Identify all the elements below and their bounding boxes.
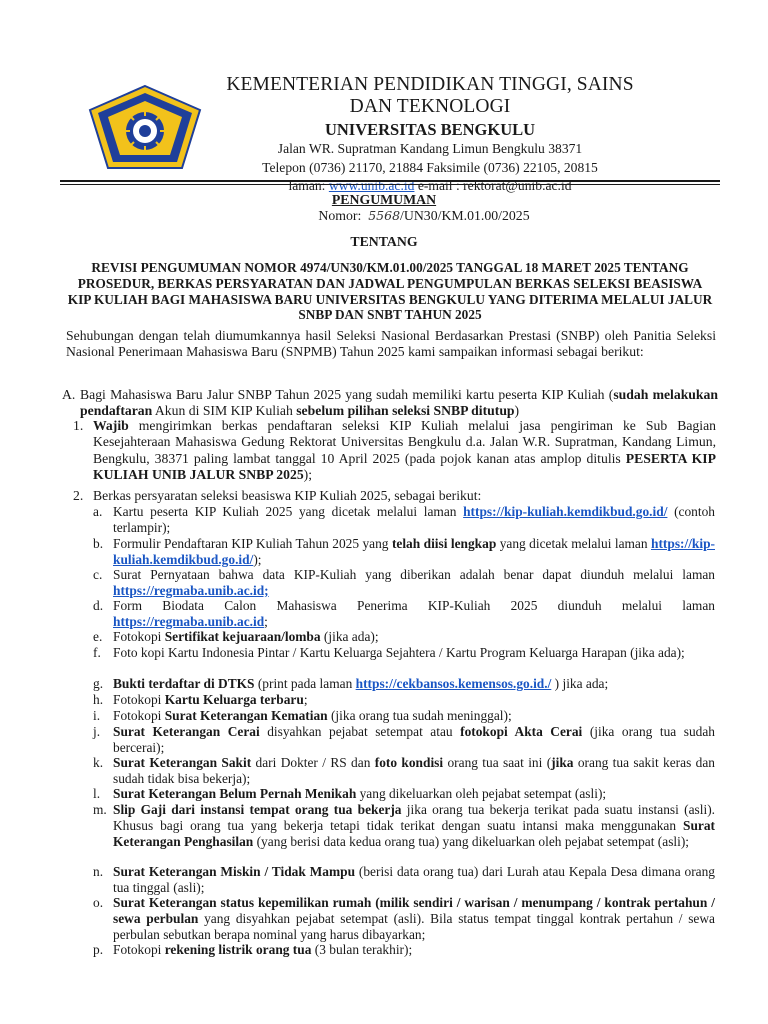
list-item-d	[93, 598, 715, 630]
text-part: yang disyahkan pejabat setempat (asli). Bila status tempat tinggal kontrak pertahun / sewa perbulan sebutkan berapa nominal yang harus dibayarkan;	[113, 910, 715, 942]
list-item-b	[93, 536, 715, 568]
list-text	[113, 676, 715, 692]
list-letter: a.	[93, 504, 103, 519]
list-letter: j.	[93, 724, 101, 739]
item-2	[73, 488, 716, 504]
letterhead	[210, 74, 650, 195]
text-part: (jika orang tua sudah meninggal);	[327, 708, 512, 723]
text-part: );	[253, 551, 262, 567]
list-letter: e.	[93, 629, 103, 644]
bold-part: Kartu Keluarga terbaru	[164, 692, 304, 707]
bold-part: Surat Keterangan status kepemilikan rumah (milik sendiri / warisan / menumpang / kontrak pertahun / sewa perbulan	[113, 895, 715, 926]
list-text	[113, 504, 715, 536]
bold-part: Surat Keterangan Belum Pernah Menikah	[113, 786, 357, 801]
list-letter: d.	[93, 598, 104, 613]
section-a-bold-2: sebelum pilihan seleksi SNBP ditutup	[296, 403, 515, 419]
list-item-n	[93, 864, 715, 896]
list-item-o	[93, 895, 715, 942]
announcement-label: PENGUMUMAN	[331, 192, 437, 207]
list-letter: l.	[93, 786, 101, 801]
text-part: jika orang tua bekerja terikat pada suatu instansi (asli). Khusus bagi orang tua yang bekerja tetapi tidak terikat dengan suatu intansi maka menggunakan	[113, 802, 715, 833]
text-part: (jika orang tua sudah bercerai);	[113, 724, 715, 755]
section-a-bold-1: sudah melakukan pendaftaran	[80, 387, 718, 419]
number-label: Nomor:	[318, 208, 362, 223]
regmaba-link[interactable]: https://regmaba.unib.ac.id	[113, 613, 265, 629]
list-text	[113, 802, 715, 849]
list-item-m	[93, 802, 715, 849]
bold-part: foto kondisi	[374, 755, 444, 770]
bold-part: rekening listrik orang tua	[164, 942, 312, 957]
list-item-c	[93, 567, 715, 599]
kip-kuliah-link[interactable]: https://kip-kuliah.kemdikbud.go.id/	[463, 504, 668, 519]
list-letter: g.	[93, 676, 104, 691]
section-a-label: A.	[62, 387, 76, 402]
text-part: (berisi data orang tua) dari Lurah atau Kepala Desa dimana orang tua tinggal (asli);	[113, 864, 715, 895]
list-item-i	[93, 708, 715, 724]
list-text	[113, 755, 715, 787]
list-item-f	[93, 645, 715, 661]
item-1-text-2: );	[303, 467, 313, 483]
list-text	[113, 536, 715, 568]
text-part: orang tua saat ini (	[443, 755, 552, 770]
bold-part: Surat Keterangan Sakit	[113, 755, 252, 770]
address-line: Jalan WR. Supratman Kandang Limun Bengkulu 38371	[277, 141, 583, 157]
web-link[interactable]: www.unib.ac.id	[328, 178, 415, 194]
list-item-p	[93, 942, 715, 958]
letterhead-rule-thin	[60, 184, 720, 185]
section-a-text-2: Akun di SIM KIP Kuliah	[152, 403, 297, 419]
university-logo	[86, 84, 204, 170]
section-a-text-1: Bagi Mahasiswa Baru Jalur SNBP Tahun 2025 yang sudah memiliki kartu peserta KIP Kuliah (	[80, 387, 614, 402]
list-text	[113, 724, 715, 756]
bold-part: Surat Keterangan Miskin / Tidak Mampu	[113, 864, 356, 879]
list-letter: c.	[93, 567, 103, 582]
text-part: Fotokopi	[113, 692, 165, 707]
text-part: (yang berisi data kedua orang tua) yang dikeluarkan oleh pejabat setempat (asli);	[253, 833, 690, 849]
bold-part: Surat Keterangan Cerai	[113, 724, 260, 739]
text-part: orang tua sakit keras dan sudah tidak bisa bekerja);	[113, 755, 715, 786]
text-part: Fotokopi	[113, 708, 165, 723]
list-text: Foto kopi Kartu Indonesia Pintar / Kartu Keluarga Sejahtera / Kartu Program Keluarga Harapan (jika ada);	[113, 645, 685, 660]
text-part: dari Dokter / RS dan	[251, 755, 375, 770]
bold-part: jika	[551, 755, 574, 770]
number-handwritten: 5568	[368, 208, 401, 223]
list-item-h	[93, 692, 715, 708]
list-text	[113, 629, 715, 645]
text-part: Formulir Pendaftaran KIP Kuliah Tahun 2025 yang	[113, 536, 392, 551]
list-text	[113, 692, 715, 708]
text-part: (contoh terlampir);	[113, 504, 715, 535]
item-1-number: 1.	[73, 418, 84, 433]
kip-kuliah-link[interactable]: https://kip-kuliah.kemdikbud.go.id/	[113, 536, 715, 567]
list-letter: o.	[93, 895, 104, 910]
about-heading: TENTANG	[350, 234, 418, 249]
cekbansos-link[interactable]: https://cekbansos.kemensos.go.id./	[355, 676, 552, 691]
list-item-k	[93, 755, 715, 787]
list-letter: i.	[93, 708, 101, 723]
ministry-line-2: DAN TEKNOLOGI	[349, 95, 511, 117]
email-text: e-mail : rektorat@unib.ac.id	[417, 178, 572, 194]
text-part: ) jika ada;	[551, 676, 609, 691]
text-part: Fotokopi	[113, 942, 165, 957]
item-1-text-1: mengirimkan berkas pendaftaran seleksi KIP Kuliah melalui jasa pengiriman ke Sub Bagian Kesejahteraan Mahasiswa Gedung Rektorat Universitas Bengkulu d.a. Jalan W.R. Supratman, Kandang Limun, Bengkulu, 38371 paling lambat tanggal 10 April 2025 (pada pojok kanan atas amplop ditulis	[93, 418, 716, 466]
text-part: disyahkan pejabat setempat atau	[259, 724, 461, 739]
ministry-line-1: KEMENTERIAN PENDIDIKAN TINGGI, SAINS	[226, 74, 634, 95]
list-text	[113, 708, 715, 724]
regmaba-link[interactable]: https://regmaba.unib.ac.id;	[113, 582, 269, 598]
text-part: Fotokopi	[113, 629, 165, 644]
list-letter: p.	[93, 942, 104, 957]
list-text	[113, 567, 715, 599]
item-2-text: Berkas persyaratan seleksi beasiswa KIP Kuliah 2025, sebagai berikut:	[93, 488, 482, 503]
list-letter: b.	[93, 536, 104, 551]
list-item-e	[93, 629, 715, 645]
text-part: (jika ada);	[320, 629, 379, 644]
text-part: ;	[264, 613, 268, 629]
bold-part: telah diisi lengkap	[391, 536, 497, 551]
list-text	[113, 942, 715, 958]
list-letter: f.	[93, 645, 101, 660]
bold-part: Surat Keterangan Kematian	[164, 708, 328, 723]
list-letter: n.	[93, 864, 104, 879]
list-text	[113, 864, 715, 896]
text-part: Surat Pernyataan bahwa data KIP-Kuliah yang diberikan adalah benar dapat diunduh melalui laman	[113, 567, 715, 582]
section-a	[62, 387, 718, 420]
item-1-text	[93, 418, 716, 484]
text-part: (print pada laman	[254, 676, 356, 691]
bold-part: Sertifikat kejuaraan/lomba	[164, 629, 321, 644]
item-1-bold-1: Wajib	[93, 418, 129, 433]
text-part: Form Biodata Calon Mahasiswa Penerima KIP-Kuliah 2025 diunduh melalui laman	[113, 598, 715, 613]
list-text	[113, 598, 715, 630]
section-a-text-3: )	[514, 403, 520, 419]
list-text	[113, 895, 715, 942]
item-2-number: 2.	[73, 488, 84, 503]
text-part: ;	[303, 692, 308, 707]
item-1	[73, 418, 716, 484]
bold-part: Surat Keterangan Penghasilan	[113, 817, 715, 849]
list-item-g	[93, 676, 715, 692]
section-a-text	[80, 387, 718, 420]
text-part: (3 bulan terakhir);	[311, 942, 413, 957]
bold-part: fotokopi Akta Cerai	[460, 724, 583, 739]
text-part: Kartu peserta KIP Kuliah 2025 yang dicetak melalui laman	[113, 504, 464, 519]
announcement-heading	[0, 192, 768, 208]
university-name: UNIVERSITAS BENGKULU	[324, 119, 536, 139]
list-item-l	[93, 786, 715, 802]
item-1-bold-2: PESERTA KIP KULIAH UNIB JALUR SNBP 2025	[93, 450, 716, 483]
phone-line: Telepon (0736) 21170, 21884 Faksimile (0736) 22105, 20815	[262, 159, 598, 175]
list-letter: m.	[93, 802, 107, 817]
list-text	[113, 786, 715, 802]
text-part: yang dicetak melalui laman	[496, 536, 651, 551]
list-item-j	[93, 724, 715, 756]
list-item-a	[93, 504, 715, 536]
web-label: laman:	[288, 178, 326, 194]
intro-paragraph: Sehubungan dengan telah diumumkannya hasil Seleksi Nasional Berdasarkan Prestasi (SNBP) oleh Panitia Seleksi Nasional Penerimaan Mahasiswa Baru (SNPMB) Tahun 2025 kami sampaikan informasi sebagai berikut:	[66, 328, 716, 360]
document-number	[0, 208, 768, 224]
list-letter: k.	[93, 755, 104, 770]
number-rest: /UN30/KM.01.00/2025	[400, 208, 530, 223]
text-part: yang dikeluarkan oleh pejabat setempat (asli);	[356, 786, 607, 801]
revision-title: REVISI PENGUMUMAN NOMOR 4974/UN30/KM.01.00/2025 TANGGAL 18 MARET 2025 TENTANG PROSEDUR, BERKAS PERSYARATAN DAN JADWAL PENGUMPULAN BERKAS SELEKSI BEASISWA KIP KULIAH BAGI MAHASISWA BARU UNIVERSITAS BENGKULU YANG DITERIMA MELALUI JALUR SNBP DAN SNBT TAHUN 2025	[67, 260, 713, 323]
letterhead-rule-thick	[60, 180, 720, 182]
bold-part: Bukti terdaftar di DTKS	[113, 676, 255, 691]
bold-part: Slip Gaji dari instansi tempat orang tua bekerja	[113, 802, 402, 817]
list-letter: h.	[93, 692, 104, 707]
